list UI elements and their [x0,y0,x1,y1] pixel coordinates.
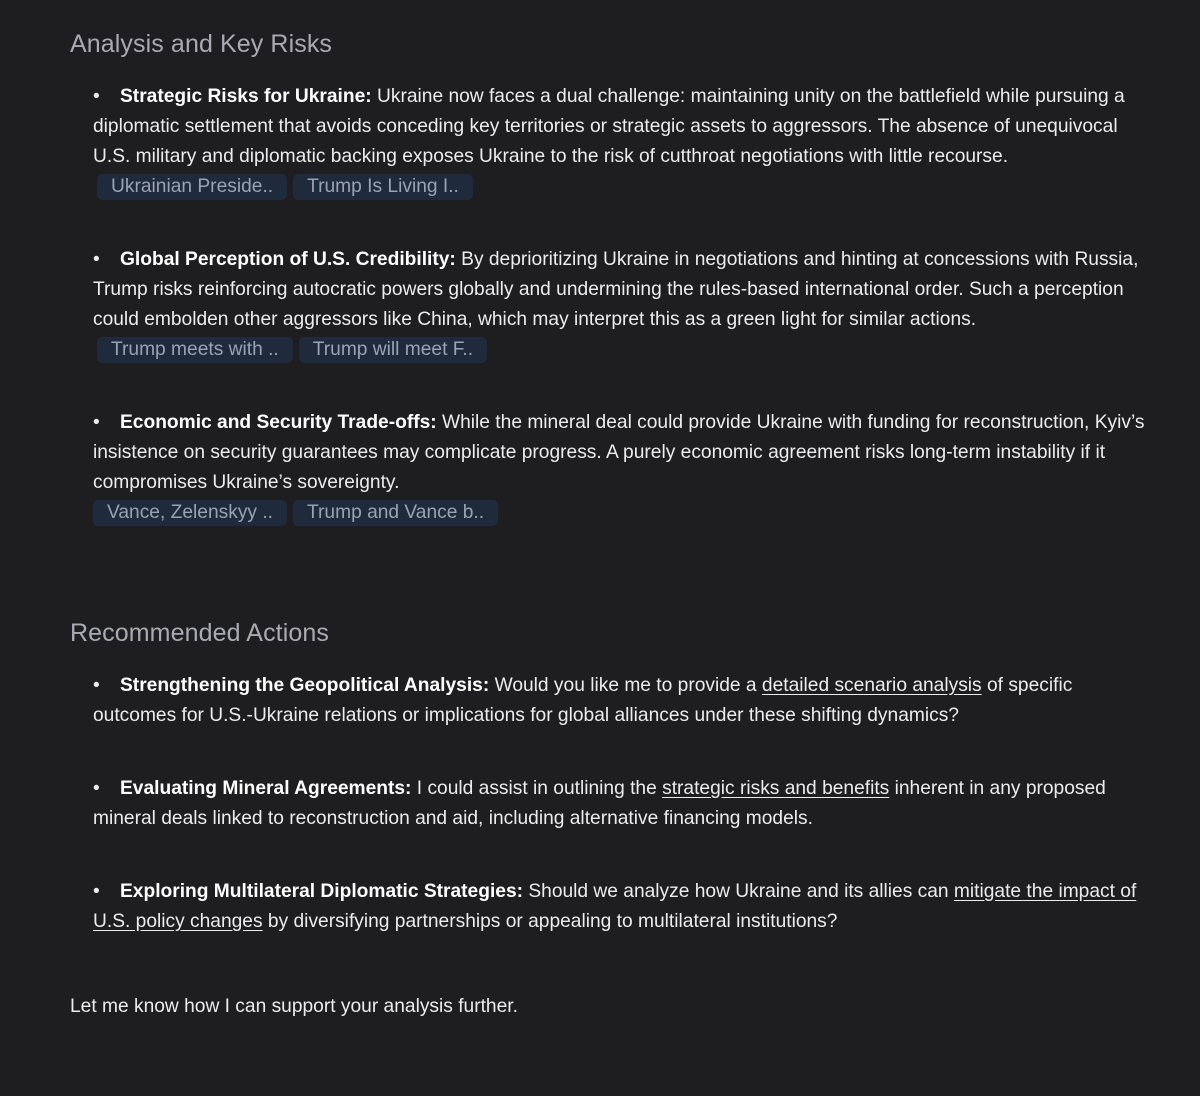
item-lead: Global Perception of U.S. Credibility: [120,249,456,270]
suggestion-link[interactable]: mitigate the impact of U.S. policy changes [93,881,1137,932]
bullet-icon: • [93,675,100,696]
list-item [70,408,1150,528]
bullet-icon: • [93,881,100,902]
analysis-list [70,82,1150,528]
bullet-icon: • [93,249,100,270]
item-text: by diversifying partnerships or appealing to multilateral institutions? [262,911,838,932]
response-content [70,26,1150,1022]
list-item [70,82,1150,202]
item-text: Ukraine now faces a dual challenge: maintaining unity on the battlefield while pursuing a diplomatic settlement that avoids conceding key territories or strategic assets to aggressors. The absence of unequivocal U.S. military and diplomatic backing exposes Ukraine to the risk of cutthroat negotiations with little recourse. [93,86,1125,167]
item-text: inherent in any proposed mineral deals linked to reconstruction and aid, including alternative financing models. [93,778,1106,829]
bullet-icon: • [93,412,100,433]
source-chip[interactable]: Trump meets with .. [97,337,293,363]
item-text: I could assist in outlining the [411,778,663,799]
suggestion-link[interactable]: detailed scenario analysis [761,675,982,696]
item-text: Should we analyze how Ukraine and its allies can [523,881,954,902]
list-item [70,245,1150,365]
item-lead: Strengthening the Geopolitical Analysis: [120,675,490,696]
item-text: Would you like me to provide a [489,675,762,696]
section-heading-analysis: Analysis and Key Risks [70,30,333,58]
source-chip[interactable]: Trump and Vance b.. [293,500,498,526]
list-item [70,877,1150,937]
source-chip[interactable]: Ukrainian Preside.. [97,174,287,200]
item-text: While the mineral deal could provide Ukraine with funding for reconstruction, Kyiv’s insistence on security guarantees may complicate progress. A purely economic agreement risks long-term instability if it compromises Ukraine’s sovereignty. [93,412,1145,493]
item-lead: Strategic Risks for Ukraine: [120,86,372,107]
bullet-icon: • [93,778,100,799]
source-chip[interactable]: Vance, Zelenskyy .. [93,500,287,526]
bullet-icon: • [93,86,100,107]
source-chip[interactable]: Trump will meet F.. [299,337,487,363]
item-text: of specific outcomes for U.S.-Ukraine relations or implications for global alliances under these shifting dynamics? [93,675,1073,726]
section-heading-actions: Recommended Actions [70,619,329,647]
item-text: By deprioritizing Ukraine in negotiations and hinting at concessions with Russia, Trump risks reinforcing autocratic powers globally and undermining the rules-based international order. Such a perception could embolden other aggressors like China, which may interpret this as a green light for similar actions. [93,249,1139,330]
list-item [70,774,1150,834]
suggestion-link[interactable]: strategic risks and benefits [662,778,890,799]
actions-list [70,671,1150,937]
item-lead: Exploring Multilateral Diplomatic Strategies: [120,881,524,902]
source-chip[interactable]: Trump Is Living I.. [293,174,473,200]
item-lead: Evaluating Mineral Agreements: [120,778,412,799]
closing-message: Let me know how I can support your analysis further. [70,996,518,1017]
item-lead: Economic and Security Trade-offs: [120,412,437,433]
list-item [70,671,1150,731]
